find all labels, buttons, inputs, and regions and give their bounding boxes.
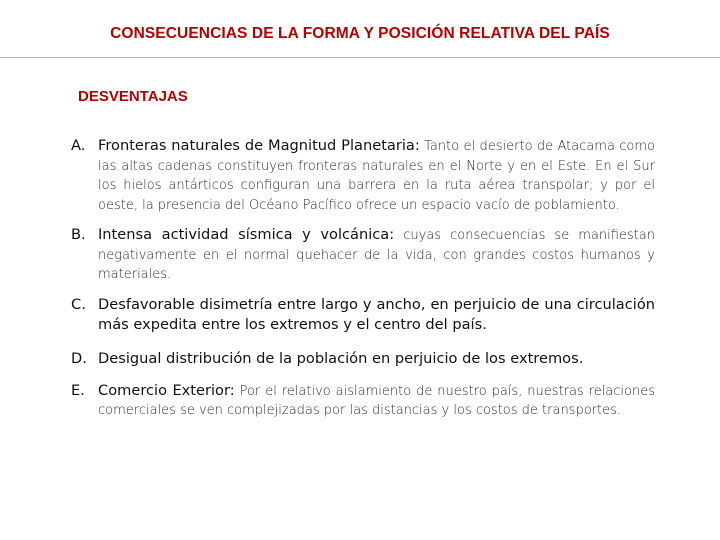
item-text: Por el relativo aislamiento de nuestro país, nuestras relaciones comerciales se ven complejizadas por las distancias y los costos de transportes.	[98, 383, 655, 418]
list-item	[71, 295, 655, 335]
item-text: cuyas consecuencias se manifiestan negativamente en el normal quehacer de la vida, con grandes costos humanos y materiales.	[98, 228, 655, 282]
item-letter: C.	[71, 295, 86, 313]
item-lead: Intensa actividad sísmica y volcánica:	[98, 226, 395, 243]
section-heading: DESVENTAJAS	[78, 88, 188, 105]
item-letter: B.	[71, 226, 86, 243]
item-text: Desfavorable disimetría entre largo y ancho, en perjuicio de una circulación más expedita entre los extremos y el centro del país.	[98, 295, 655, 333]
list-item	[71, 136, 655, 215]
item-text: Desigual distribución de la población en perjuicio de los extremos.	[98, 349, 584, 367]
item-lead: Comercio Exterior:	[98, 381, 235, 399]
item-letter: D.	[71, 349, 87, 367]
item-body	[98, 136, 655, 215]
title-divider	[0, 57, 720, 58]
item-letter: A.	[71, 137, 86, 154]
list-item	[71, 225, 655, 285]
list-item	[71, 349, 655, 369]
disadvantages-list	[71, 136, 655, 431]
item-letter: E.	[71, 381, 85, 399]
item-text: Tanto el desierto de Atacama como las altas cadenas constituyen fronteras naturales en el Norte y en el Este. En el Sur los hielos antárticos configuran una barrera en la ruta aérea transpolar; y por el oeste, la presencia del Océano Pacífico ofrece un espacio vacío de poblamiento.	[98, 139, 655, 213]
item-body	[98, 225, 655, 285]
item-lead: Fronteras naturales de Magnitud Planetaria:	[98, 137, 420, 154]
list-item	[71, 381, 655, 421]
slide-title: CONSECUENCIAS DE LA FORMA Y POSICIÓN RELATIVA DEL PAÍS	[110, 25, 610, 42]
item-body	[98, 381, 655, 421]
